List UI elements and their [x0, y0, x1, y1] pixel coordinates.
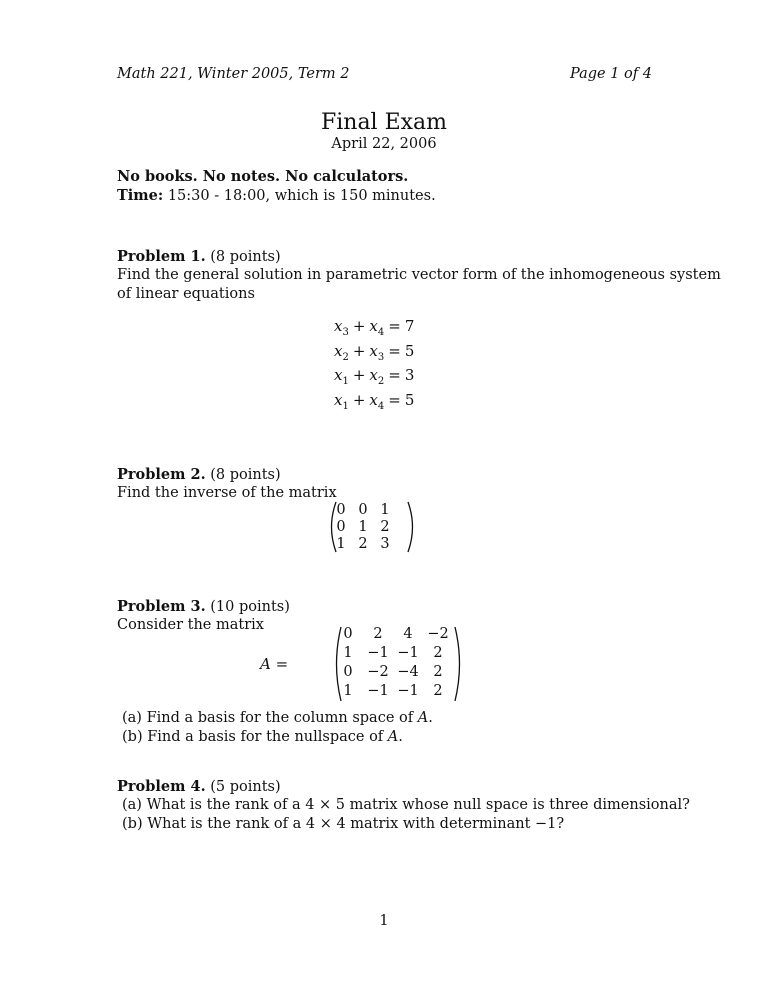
exam-date: April 22, 2006 [331, 136, 437, 152]
matrix-cell: 3 [380, 536, 390, 552]
header-course: Math 221, Winter 2005, Term 2 [117, 66, 350, 82]
matrix-cell: 1 [336, 536, 346, 552]
matrix-cell: 2 [373, 626, 383, 642]
matrix-2 [326, 500, 418, 554]
problem-4-part-b: (b) What is the rank of a 4 × 4 matrix with determinant −1? [122, 816, 565, 832]
time-line: Time: 15:30 - 18:00, which is 150 minutes. [117, 187, 436, 204]
matrix-cell: −2 [367, 664, 389, 680]
matrix-cell: −1 [367, 683, 389, 699]
matrix-cell: 1 [358, 519, 368, 535]
matrix-cell: −1 [397, 645, 419, 661]
problem-2-heading: Problem 2. (8 points) [117, 466, 281, 483]
matrix-cell: 0 [343, 664, 353, 680]
matrix-cell: −1 [397, 683, 419, 699]
problem-4-part-a: (a) What is the rank of a 4 × 5 matrix whose null space is three dimensional? [122, 797, 690, 813]
problem-2-text: Find the inverse of the matrix [117, 485, 337, 501]
equation-row: $x_1 + x_2 = 3$ [334, 366, 415, 387]
problem-1-heading: Problem 1. (8 points) [117, 248, 281, 265]
problem-1-text: Find the general solution in parametric vector form of the inhomogeneous system [117, 267, 721, 283]
matrix-cell: 2 [380, 519, 390, 535]
matrix-cell: 1 [343, 645, 353, 661]
rules-line: No books. No notes. No calculators. [117, 168, 409, 185]
problem-3-part-b: (b) Find a basis for the nullspace of A. [122, 729, 403, 745]
matrix-cell: 2 [433, 645, 443, 661]
matrix-cell: 0 [343, 626, 353, 642]
matrix-cell: 1 [343, 683, 353, 699]
equation-row: $x_2 + x_3 = 5$ [334, 341, 415, 363]
matrix-cell: −4 [397, 664, 419, 680]
matrix-cell: 4 [403, 626, 413, 642]
matrix-cell: 0 [336, 502, 346, 518]
page-number: 1 [379, 913, 389, 929]
matrix-a-label: A = [260, 655, 289, 673]
matrix-cell: 0 [336, 519, 346, 535]
matrix-cell: 0 [358, 502, 368, 518]
problem-3-part-a: (a) Find a basis for the column space of A. [122, 710, 433, 726]
page-title: Final Exam [320, 110, 448, 135]
matrix-cell: −1 [367, 645, 389, 661]
header-page: Page 1 of 4 [570, 66, 652, 82]
matrix-cell: 2 [358, 536, 368, 552]
problem-4-heading: Problem 4. (5 points) [117, 778, 281, 795]
problem-3-text: Consider the matrix [117, 617, 264, 633]
matrix-cell: 2 [433, 664, 443, 680]
matrix-cell: −2 [427, 626, 449, 642]
equation-row: $x_1 + x_4 = 5$ [334, 390, 415, 412]
problem-1-text-2: of linear equations [117, 286, 255, 302]
matrix-cell: 1 [380, 502, 390, 518]
matrix-cell: 2 [433, 683, 443, 699]
matrix-a [332, 625, 464, 703]
equation-row: $x_3 + x_4 = 7$ [334, 317, 415, 338]
problem-3-heading: Problem 3. (10 points) [117, 598, 290, 615]
